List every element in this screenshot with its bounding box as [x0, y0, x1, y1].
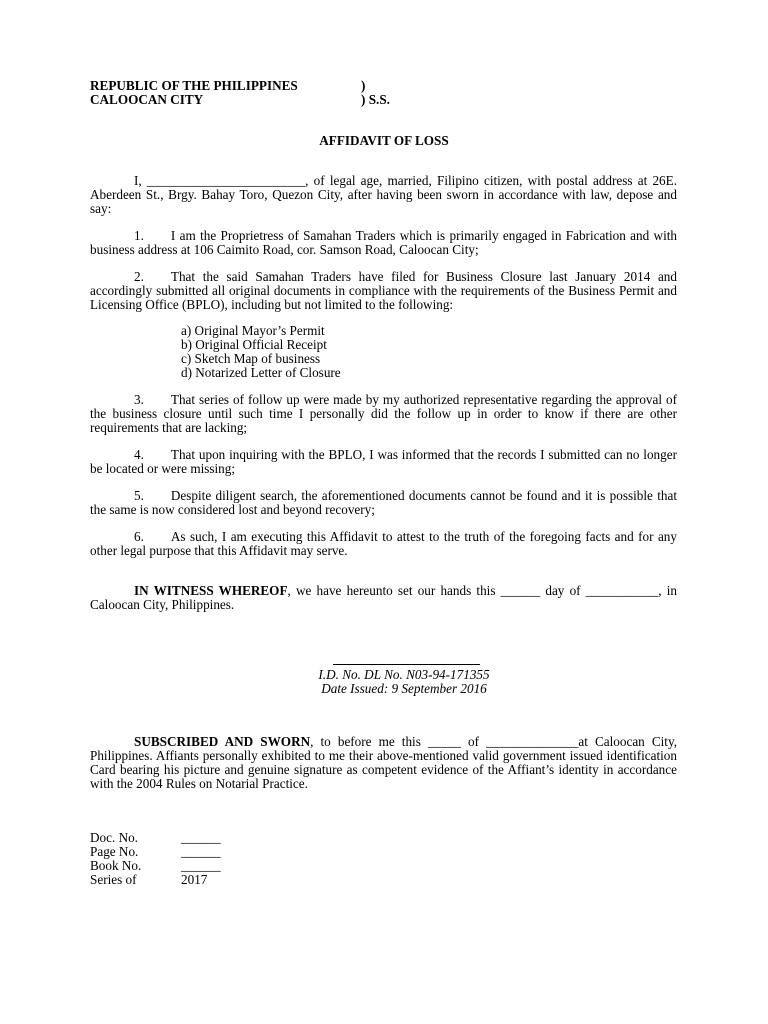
- affiant-name-blank: ________________________: [146, 173, 306, 188]
- paragraph-number: 4.: [134, 447, 144, 462]
- signature-id: I.D. No. DL No. N03-94-171355: [318, 667, 490, 682]
- notarial-row: [90, 873, 290, 887]
- jurat-text: , to before me this _____ of ______________at Caloocan City, Philippines. Affiants personally exhibited to me their above-mentioned valid government issued identification Card bearing his picture and genuine signature as competent evidence of the Affiant’s identity in accordance with the 2004 Rules on Notarial Practice.: [90, 734, 678, 791]
- notarial-register: [90, 831, 290, 887]
- list-item: c) Sketch Map of business: [181, 350, 321, 366]
- documents-list: [181, 324, 341, 380]
- notarial-value: 2017: [181, 871, 208, 887]
- notarial-value: ______: [181, 830, 221, 845]
- list-item: b) Original Official Receipt: [181, 336, 327, 352]
- signature-date-issued: Date Issued: 9 September 2016: [321, 681, 487, 696]
- paragraph-number: 2.: [134, 269, 144, 284]
- paragraph-5: [90, 489, 677, 517]
- jurat-heading: SUBSCRIBED AND SWORN: [134, 734, 311, 749]
- witness-heading: IN WITNESS WHEREOF: [134, 583, 288, 598]
- paragraph-1: [90, 229, 677, 257]
- list-item: a) Original Mayor’s Permit: [181, 323, 325, 338]
- notarial-row: [90, 859, 290, 873]
- caption-ss: ) S.S.: [361, 92, 390, 107]
- jurat-paragraph: [90, 735, 677, 791]
- paragraph-text: That the said Samahan Traders have filed for Business Closure last January 2014 and accordingly submitted all original documents in compliance with the requirements of the Business Permit and Licensing Office (BPLO), including but not limited to the following:: [90, 269, 677, 312]
- list-item: d) Notarized Letter of Closure: [181, 364, 341, 380]
- paragraph-number: 5.: [134, 488, 144, 503]
- paragraph-number: 6.: [134, 529, 144, 544]
- caption-paren: ): [361, 78, 366, 93]
- paragraph-text: That upon inquiring with the BPLO, I was informed that the records I submitted can no longer be located or were missing;: [90, 447, 677, 476]
- paragraph-text: As such, I am executing this Affidavit to attest to the truth of the foregoing facts and for any other legal purpose that this Affidavit may serve.: [90, 529, 677, 558]
- caption-city: CALOOCAN CITY: [90, 91, 204, 107]
- notarial-label: Series of: [90, 871, 137, 887]
- paragraph-number: 1.: [134, 228, 144, 243]
- paragraph-4: [90, 448, 677, 476]
- witness-clause: [90, 584, 677, 612]
- intro-text: , of legal age, married, Filipino citizen, with postal address at 26E. Aberdeen St., Brgy. Bahay Toro, Quezon City, after having been sworn in accordance with law, depose and say:: [90, 173, 677, 216]
- document-title: AFFIDAVIT OF LOSS: [319, 133, 449, 148]
- paragraph-2: [90, 270, 677, 312]
- intro-lead: I,: [134, 173, 147, 188]
- venue-caption: [90, 79, 298, 107]
- paragraph-number: 3.: [134, 392, 144, 407]
- paragraph-text: That series of follow up were made by my authorized representative regarding the approval of the business closure until such time I personally did the follow up in order to know if there are other requirements that are lacking;: [90, 392, 677, 435]
- signature-line: [333, 664, 480, 665]
- notarial-row: [90, 831, 290, 845]
- intro-paragraph: [90, 174, 677, 216]
- notarial-label: Page No.: [90, 843, 139, 859]
- paragraph-text: I am the Proprietress of Samahan Traders which is primarily engaged in Fabrication and with business address at 106 Caimito Road, cor. Samson Road, Caloocan City;: [90, 228, 677, 257]
- notarial-value: ______: [181, 857, 221, 873]
- caption-republic: REPUBLIC OF THE PHILIPPINES: [90, 78, 298, 93]
- paragraph-6: [90, 530, 677, 558]
- notarial-value: ______: [181, 843, 221, 859]
- witness-text: , we have hereunto set our hands this ______ day of ___________, in Caloocan City, Philippines.: [90, 583, 677, 612]
- paragraph-text: Despite diligent search, the aforementioned documents cannot be found and it is possible that the same is now considered lost and beyond recovery;: [90, 488, 677, 517]
- notarial-label: Doc. No.: [90, 830, 138, 845]
- notarial-row: [90, 845, 290, 859]
- notarial-label: Book No.: [90, 857, 142, 873]
- paragraph-3: [90, 393, 677, 435]
